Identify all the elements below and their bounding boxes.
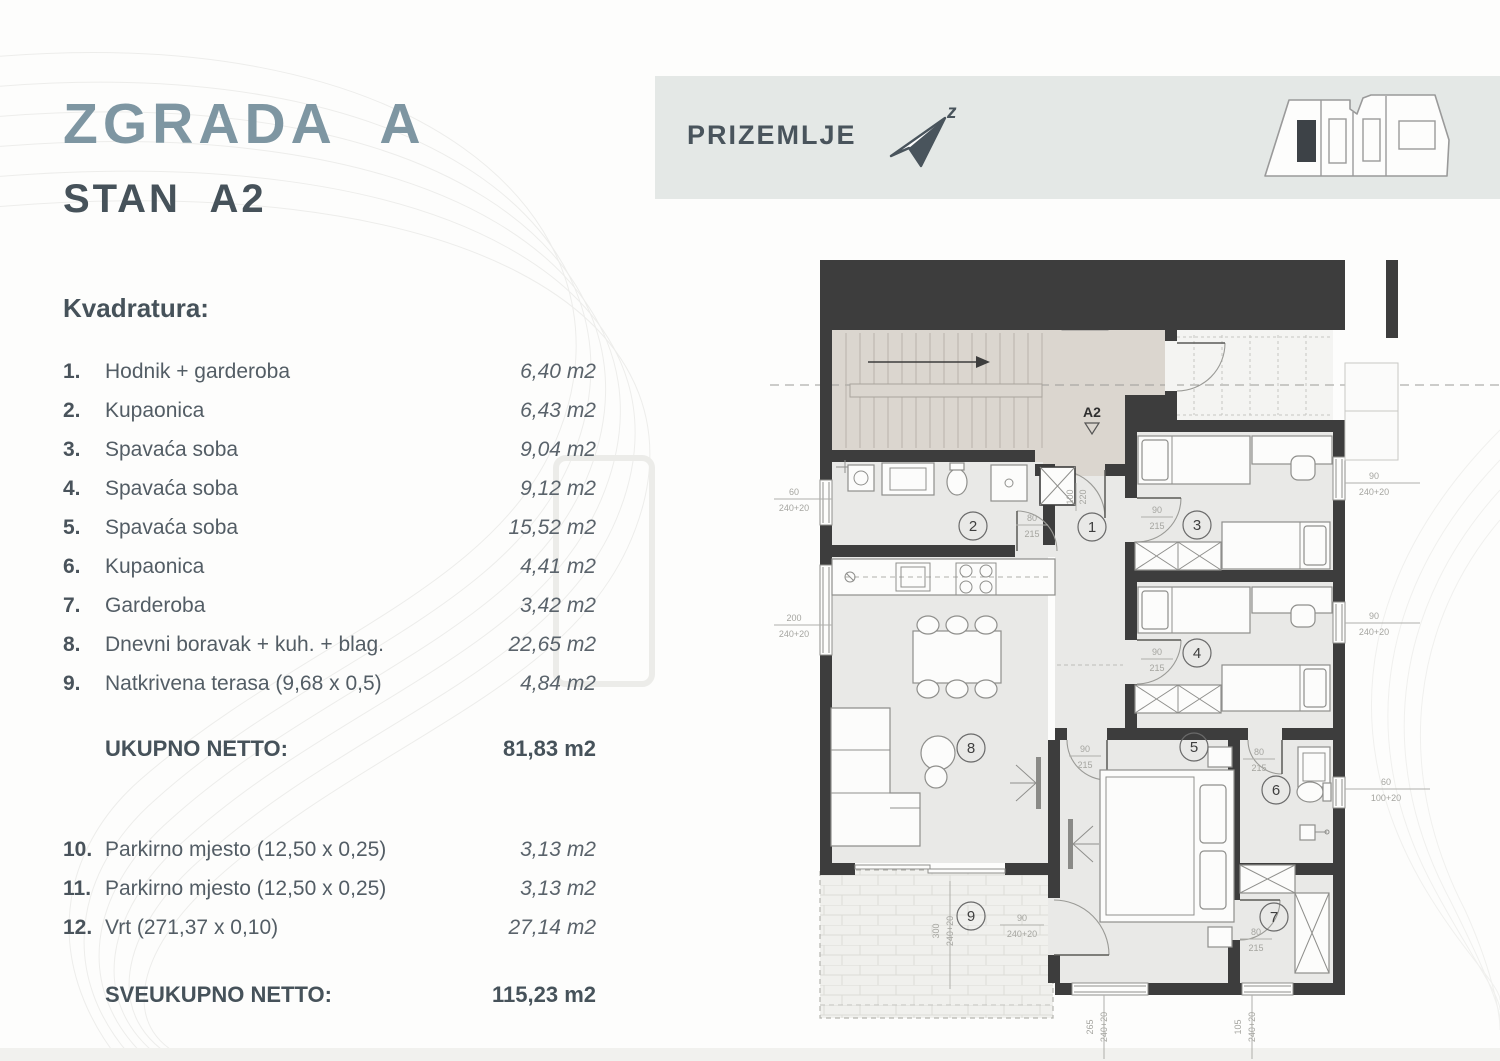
grand-total-label: SVEUKUPNO NETTO: bbox=[105, 982, 332, 1007]
svg-text:215: 215 bbox=[1149, 521, 1165, 531]
row-value: 9,04 m2 bbox=[520, 438, 596, 461]
row-number: 6. bbox=[63, 555, 81, 578]
row-number: 10. bbox=[63, 838, 93, 861]
svg-text:105: 105 bbox=[1233, 1019, 1243, 1035]
row-number: 3. bbox=[63, 438, 81, 461]
highlighted-unit bbox=[1297, 120, 1316, 162]
total-netto bbox=[63, 736, 596, 762]
room-number: 1 bbox=[1087, 519, 1097, 536]
svg-text:215: 215 bbox=[1024, 529, 1040, 539]
svg-text:90: 90 bbox=[1016, 913, 1028, 923]
row-number: 1. bbox=[63, 360, 81, 383]
row-number: 12. bbox=[63, 916, 93, 939]
row-label: Dnevni boravak + kuh. + blag. bbox=[105, 633, 385, 656]
area-row bbox=[63, 672, 596, 711]
floor-plan bbox=[770, 245, 1500, 1061]
row-number: 4. bbox=[63, 477, 81, 500]
area-row bbox=[63, 555, 596, 594]
svg-text:100: 100 bbox=[1065, 489, 1075, 505]
area-row bbox=[63, 360, 596, 399]
row-value: 6,43 m2 bbox=[520, 399, 596, 422]
svg-text:80: 80 bbox=[1026, 513, 1038, 523]
row-value: 27,14 m2 bbox=[508, 916, 596, 939]
page-title: ZGRADA A bbox=[63, 92, 426, 156]
svg-text:220: 220 bbox=[1078, 489, 1088, 505]
svg-text:240+20: 240+20 bbox=[1006, 929, 1038, 939]
window-dim-rotated bbox=[1085, 995, 1109, 1059]
area-row bbox=[63, 633, 596, 672]
svg-text:300: 300 bbox=[931, 923, 941, 939]
entrance-label: A2 bbox=[1083, 404, 1101, 420]
row-number: 9. bbox=[63, 672, 81, 695]
svg-text:90: 90 bbox=[1368, 471, 1380, 481]
room-number: 4 bbox=[1192, 645, 1202, 662]
row-value: 22,65 m2 bbox=[508, 633, 596, 656]
row-value: 4,84 m2 bbox=[520, 672, 596, 695]
row-value: 4,41 m2 bbox=[520, 555, 596, 578]
svg-text:240+20: 240+20 bbox=[1358, 487, 1390, 497]
row-number: 2. bbox=[63, 399, 81, 422]
svg-text:90: 90 bbox=[1151, 505, 1163, 515]
row-value: 3,13 m2 bbox=[520, 877, 596, 900]
row-label: Parkirno mjesto (12,50 x 0,25) bbox=[105, 877, 387, 900]
row-value: 15,52 m2 bbox=[508, 516, 596, 539]
grand-total-netto bbox=[63, 982, 596, 1008]
svg-text:80: 80 bbox=[1250, 927, 1262, 937]
row-label: Spavaća soba bbox=[105, 516, 239, 539]
north-letter: z bbox=[947, 102, 957, 123]
svg-text:90: 90 bbox=[1368, 611, 1380, 621]
area-row bbox=[63, 477, 596, 516]
room-number: 6 bbox=[1271, 782, 1281, 799]
row-label: Spavaća soba bbox=[105, 477, 239, 500]
svg-text:200: 200 bbox=[786, 613, 802, 623]
section-heading: Kvadratura: bbox=[63, 293, 209, 323]
area-row bbox=[63, 438, 596, 477]
row-label: Natkrivena terasa (9,68 x 0,5) bbox=[105, 672, 382, 695]
room-number: 9 bbox=[966, 908, 976, 925]
room-number: 5 bbox=[1189, 739, 1199, 756]
window-dim-rotated bbox=[1233, 995, 1257, 1059]
row-label: Kupaonica bbox=[105, 399, 205, 422]
north-arrow-icon bbox=[883, 102, 963, 178]
row-label: Garderoba bbox=[105, 594, 206, 617]
area-row bbox=[63, 877, 596, 916]
area-row bbox=[63, 838, 596, 877]
area-list-extra bbox=[63, 838, 596, 955]
row-number: 5. bbox=[63, 516, 81, 539]
svg-text:215: 215 bbox=[1248, 943, 1264, 953]
total-value: 81,83 m2 bbox=[503, 736, 596, 761]
svg-text:265: 265 bbox=[1085, 1019, 1095, 1035]
svg-text:215: 215 bbox=[1077, 760, 1093, 770]
grand-total-value: 115,23 m2 bbox=[492, 982, 596, 1007]
room-number: 3 bbox=[1192, 517, 1202, 534]
svg-text:80: 80 bbox=[1253, 747, 1265, 757]
area-row bbox=[63, 399, 596, 438]
row-number: 7. bbox=[63, 594, 81, 617]
room-number: 8 bbox=[966, 740, 976, 757]
area-list-main bbox=[63, 360, 596, 711]
svg-text:240+20: 240+20 bbox=[778, 629, 810, 639]
svg-text:240+20: 240+20 bbox=[778, 503, 810, 513]
svg-text:215: 215 bbox=[1251, 763, 1267, 773]
svg-text:60: 60 bbox=[1380, 777, 1392, 787]
area-row bbox=[63, 516, 596, 555]
window-dim bbox=[1345, 777, 1430, 803]
row-value: 9,12 m2 bbox=[520, 477, 596, 500]
row-label: Spavaća soba bbox=[105, 438, 239, 461]
total-label: UKUPNO NETTO: bbox=[105, 736, 288, 761]
svg-text:215: 215 bbox=[1149, 663, 1165, 673]
row-label: Hodnik + garderoba bbox=[105, 360, 291, 383]
svg-text:60: 60 bbox=[788, 487, 800, 497]
room-number: 2 bbox=[968, 518, 978, 535]
area-row bbox=[63, 916, 596, 955]
title-block bbox=[63, 92, 596, 221]
area-row bbox=[63, 594, 596, 633]
row-value: 3,42 m2 bbox=[520, 594, 596, 617]
svg-text:240+20: 240+20 bbox=[1099, 1011, 1109, 1043]
svg-text:240+20: 240+20 bbox=[1247, 1011, 1257, 1043]
svg-text:100+20: 100+20 bbox=[1370, 793, 1402, 803]
row-label: Vrt (271,37 x 0,10) bbox=[105, 916, 279, 939]
row-number: 11. bbox=[63, 877, 92, 900]
row-value: 6,40 m2 bbox=[520, 360, 596, 383]
svg-text:240+20: 240+20 bbox=[945, 915, 955, 947]
row-label: Parkirno mjesto (12,50 x 0,25) bbox=[105, 838, 387, 861]
page-subtitle: STAN A2 bbox=[63, 177, 267, 221]
row-number: 8. bbox=[63, 633, 81, 656]
svg-text:90: 90 bbox=[1079, 744, 1091, 754]
window-dim bbox=[1345, 611, 1420, 637]
floor-label: PRIZEMLJE bbox=[687, 120, 857, 150]
svg-text:90: 90 bbox=[1151, 647, 1163, 657]
row-label: Kupaonica bbox=[105, 555, 205, 578]
room-number: 7 bbox=[1269, 909, 1279, 926]
svg-text:240+20: 240+20 bbox=[1358, 627, 1390, 637]
building-locator-icon bbox=[1253, 82, 1458, 194]
row-value: 3,13 m2 bbox=[520, 838, 596, 861]
window-dim bbox=[1345, 471, 1420, 497]
